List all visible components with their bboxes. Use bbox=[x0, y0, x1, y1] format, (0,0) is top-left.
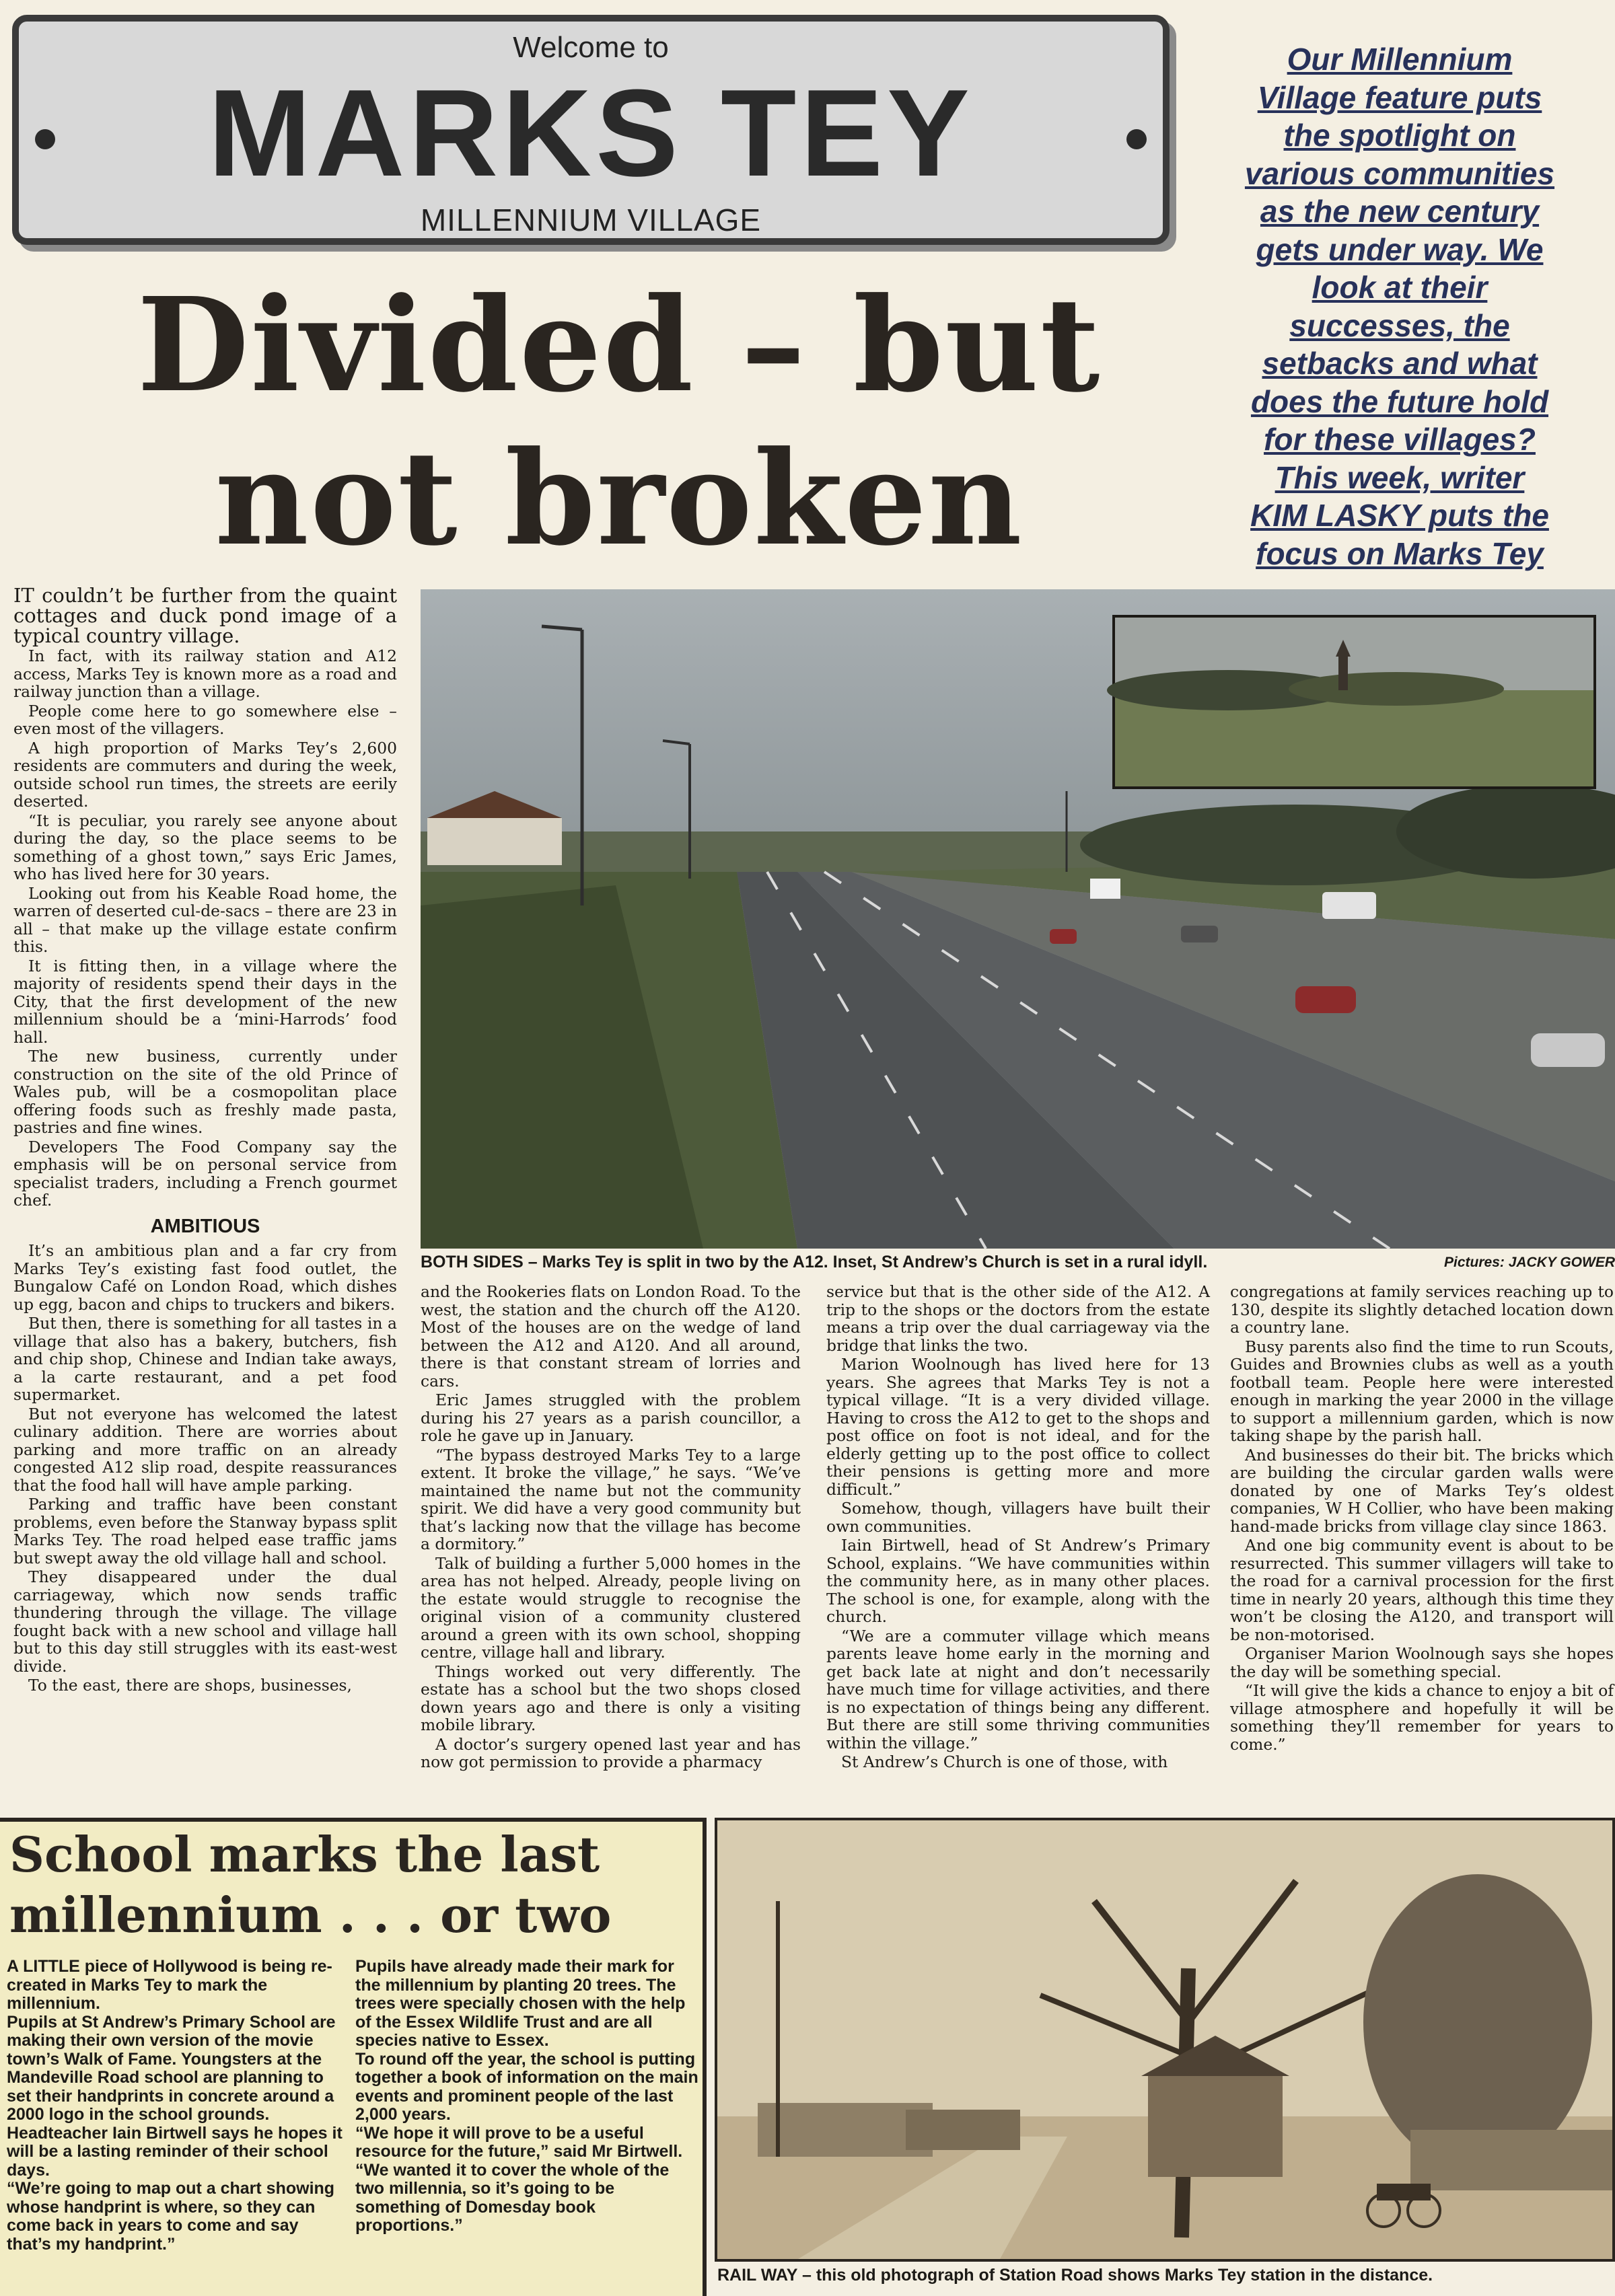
intro-line: for these villages? bbox=[1264, 422, 1536, 457]
school-paragraph: Pupils at St Andrew’s Primary School are making their own version of the movie town’s Walk of Fame. Youngsters at the Mandeville Road school are planning to set their handprints in concrete around a 2000 logo in the school grounds. bbox=[7, 2012, 336, 2124]
intro-line: focus on Marks Tey bbox=[1256, 535, 1544, 571]
school-paragraph: Headteacher Iain Birtwell says he hopes it will be a lasting reminder of their school days. bbox=[7, 2123, 343, 2180]
article-paragraph: But not everyone has welcomed the latest culinary addition. There are worries about parking and more traffic on an already congested A12 slip road, despite reassurances that the food hall will have ample parking. bbox=[13, 1404, 397, 1495]
road-photo-image bbox=[421, 589, 1615, 1249]
article-paragraph: “The bypass destroyed Marks Tey to a large extent. It broke the village,” he says. “We’ve maintained the name but not the community spirit. We did have a very good community but that’s lacking now that the village has become a dormitory.” bbox=[421, 1445, 801, 1553]
article-paragraph: Things worked out very differently. The estate has a school but the two shops closed down years ago and there is only a visiting mobile library. bbox=[421, 1662, 801, 1734]
article-paragraph: They disappeared under the dual carriageway, which now sends traffic thundering through the village. The village fought back with a new school and village hall but to this day still struggles with its east-west divide. bbox=[13, 1567, 397, 1676]
intro-line: various communities bbox=[1244, 155, 1555, 191]
article-paragraph: congregations at family services reaching up to 130, despite its slightly detached location down a country lane. bbox=[1230, 1282, 1614, 1337]
photo-caption-text: BOTH SIDES – Marks Tey is split in two by the A12. Inset, St Andrew’s Church is set in a rural idyll. bbox=[421, 1253, 1208, 1271]
article-paragraph: To the east, there are shops, businesses, bbox=[28, 1676, 352, 1695]
article-paragraph: Organiser Marion Woolnough says she hopes the day will be something special. bbox=[1230, 1644, 1614, 1681]
intro-line: does the future hold bbox=[1250, 383, 1549, 419]
school-story-headline bbox=[9, 1824, 703, 1959]
intro-line: Village feature puts bbox=[1257, 79, 1542, 115]
school-story-column-2 bbox=[355, 1958, 698, 2294]
article-paragraph: It’s an ambitious plan and a far cry from Marks Tey’s existing fast food outlet, the Bungalow Café on London Road, which dishes up egg, bacon and chips to truckers and bikers. bbox=[13, 1241, 397, 1314]
school-paragraph: Pupils have already made their mark for the millennium by planting 20 trees. The trees were specially chosen with the help of the Essex Wildlife Trust and are all species native to Essex. bbox=[355, 1957, 686, 2050]
article-column-1 bbox=[13, 585, 397, 1796]
main-headline bbox=[40, 269, 1198, 579]
intro-line: setbacks and what bbox=[1262, 346, 1538, 381]
article-paragraph: In fact, with its railway station and A12 access, Marks Tey is known more as a road and railway junction than a village. bbox=[13, 646, 397, 701]
article-paragraph: And businesses do their bit. The bricks which are building the circular garden walls were donated by one of Marks Tey’s oldest companies, W H Collier, who have been making hand-made bricks from village clay since 1863. bbox=[1230, 1445, 1614, 1536]
article-subhead: AMBITIOUS bbox=[150, 1215, 260, 1237]
article-paragraph: Looking out from his Keable Road home, the warren of deserted cul-de-sacs – there are 23 in all – that make up the village estate confirm this. bbox=[13, 883, 397, 956]
sign-village-name: MARKS TEY bbox=[208, 63, 974, 202]
article-column-2 bbox=[421, 1283, 801, 1801]
intro-line: as the new century bbox=[1260, 194, 1540, 229]
church-inset-photo bbox=[1107, 616, 1595, 788]
sign-subtitle: MILLENNIUM VILLAGE bbox=[420, 202, 762, 237]
article-paragraph: “It is peculiar, you rarely see anyone about during the day, so the place seems to be something of a ghost town,” says Eric James, who has lived here for 30 years. bbox=[13, 811, 397, 883]
article-paragraph: Talk of building a further 5,000 homes in the area has not helped. Already, people living on the estate would struggle to recognise the original vision of a community clustered around a green with its own school, shopping centre, village hall and library. bbox=[421, 1553, 801, 1662]
article-paragraph: People come here to go somewhere else – even most of the villagers. bbox=[13, 701, 397, 738]
old-photo-caption: RAIL WAY – this old photograph of Station Road shows Marks Tey station in the distance. bbox=[717, 2266, 1433, 2285]
article-column-4 bbox=[1230, 1283, 1614, 1801]
photo-credit: Pictures: JACKY GOWER bbox=[1444, 1255, 1615, 1270]
school-paragraph: “We hope it will prove to be a useful resource for the future,” said Mr Birtwell. “We wanted it to cover the whole of the two millennia, so it’s going to be something of Domesday book proportions.” bbox=[355, 2123, 683, 2235]
station-road-old-photo bbox=[715, 1818, 1615, 2262]
school-headline-line-1: School marks the last bbox=[9, 1826, 600, 1883]
article-paragraph: Iain Birtwell, head of St Andrew’s Primary School, explains. “We have communities within the community here, as in many other places. The school is one, for example, along with the church. bbox=[826, 1536, 1210, 1626]
intro-line: gets under way. We bbox=[1256, 231, 1544, 267]
school-headline-line-2: millennium . . . or two bbox=[9, 1886, 612, 1943]
intro-line: successes, the bbox=[1289, 307, 1510, 343]
school-story-column-1 bbox=[7, 1958, 343, 2294]
intro-line: look at their bbox=[1312, 270, 1488, 305]
article-paragraph: and the Rookeries flats on London Road. To the west, the station and the church off the A120. Most of the houses are on the wedge of land between the A12 and A120. And all around, there is that constant stream of lorries and cars. bbox=[421, 1282, 801, 1391]
article-paragraph: Marion Woolnough has lived here for 13 years. She agrees that Marks Tey is not a typical village. “It is a very divided village. Having to cross the A12 to get to the shops and post office on foot is not ideal, and for the elderly getting up to the post office to collect their pensions is getting more and more difficult.” bbox=[826, 1355, 1210, 1499]
feature-intro bbox=[1194, 40, 1605, 585]
article-paragraph: “It will give the kids a chance to enjoy a bit of village atmosphere and hopefully it will be something they’ll remember for years to come.” bbox=[1230, 1681, 1614, 1754]
article-paragraph: A doctor’s surgery opened last year and has now got permission to provide a pharmacy bbox=[421, 1734, 801, 1771]
article-paragraph: Eric James struggled with the problem during his 27 years as a parish councillor, a role he gave up in January. bbox=[421, 1391, 801, 1445]
article-paragraph: And one big community event is about to be resurrected. This summer villagers will take to the road for a carnival procession for the first time in nearly 20 years, although this time they won’t be closing the A120, and transport will be non-motorised. bbox=[1230, 1536, 1614, 1644]
intro-line: Our Millennium bbox=[1287, 42, 1513, 77]
intro-line: KIM LASKY puts the bbox=[1250, 498, 1549, 533]
article-lead: IT couldn’t be further from the quaint cottages and duck pond image of a typical country village. bbox=[13, 584, 397, 647]
sign-welcome-text: Welcome to bbox=[513, 31, 669, 64]
article-paragraph: A high proportion of Marks Tey’s 2,600 residents are commuters and during the week, outside school run times, the streets are eerily deserted. bbox=[13, 738, 397, 811]
article-paragraph: But then, there is something for all tastes in a village that also has a bakery, butchers, fish and chip shop, Chinese and Indian take aways, a la carte restaurant, and a pet food supermarket. bbox=[13, 1314, 397, 1404]
school-paragraph: A LITTLE piece of Hollywood is being re-created in Marks Tey to mark the millennium. bbox=[7, 1957, 332, 2013]
school-paragraph: “We’re going to map out a chart showing whose handprint is where, so they can come back in years to come and say that’s my handprint.” bbox=[7, 2179, 335, 2254]
article-paragraph: It is fitting then, in a village where the majority of residents spend their days in the City, that the first development of the new millennium should be a ‘mini-Harrods’ food hall. bbox=[13, 956, 397, 1047]
article-paragraph: Parking and traffic have been constant problems, even before the Stanway bypass split Marks Tey. The road helped ease traffic jams but swept away the old village hall and school. bbox=[13, 1495, 397, 1567]
article-paragraph: service but that is the other side of the A12. A trip to the shops or the doctors from the estate means a trip over the dual carriageway via the bridge that links the two. bbox=[826, 1282, 1210, 1355]
village-sign bbox=[12, 15, 1170, 245]
article-column-3 bbox=[826, 1283, 1210, 1801]
article-paragraph: The new business, currently under construction on the site of the old Prince of Wales pub, will be a cosmopolitan place offering foods such as freshly made pasta, pastries and fine wines. bbox=[13, 1047, 397, 1137]
article-paragraph: Developers The Food Company say the emphasis will be on personal service from specialist traders, including a French gourmet chef. bbox=[13, 1137, 397, 1210]
article-paragraph: Busy parents also find the time to run Scouts, Guides and Brownies clubs as well as a youth football team. People here were interested enough in marking the year 2000 in the village to support a millennium garden, which is now taking shape by the parish hall. bbox=[1230, 1337, 1614, 1445]
a12-road-photo bbox=[421, 589, 1615, 1249]
intro-line: This week, writer bbox=[1275, 459, 1525, 495]
old-photo-image bbox=[717, 1820, 1612, 2259]
article-paragraph: “We are a commuter village which means parents leave home early in the morning and get back late at night and don’t necessarily have much time for village activities, and there is no expectation of things being any different. But there are still some thriving communities within the village.” bbox=[826, 1626, 1210, 1752]
article-paragraph: St Andrew’s Church is one of those, with bbox=[841, 1752, 1168, 1771]
headline-line-2: not broken bbox=[215, 423, 1024, 575]
photo-caption bbox=[421, 1253, 1615, 1275]
school-paragraph: To round off the year, the school is putting together a book of information on the main events and prominent people of the last 2,000 years. bbox=[355, 2049, 698, 2124]
headline-line-1: Divided – but bbox=[137, 270, 1102, 421]
intro-line: the spotlight on bbox=[1283, 118, 1516, 153]
article-paragraph: Somehow, though, villagers have built their own communities. bbox=[826, 1499, 1210, 1536]
